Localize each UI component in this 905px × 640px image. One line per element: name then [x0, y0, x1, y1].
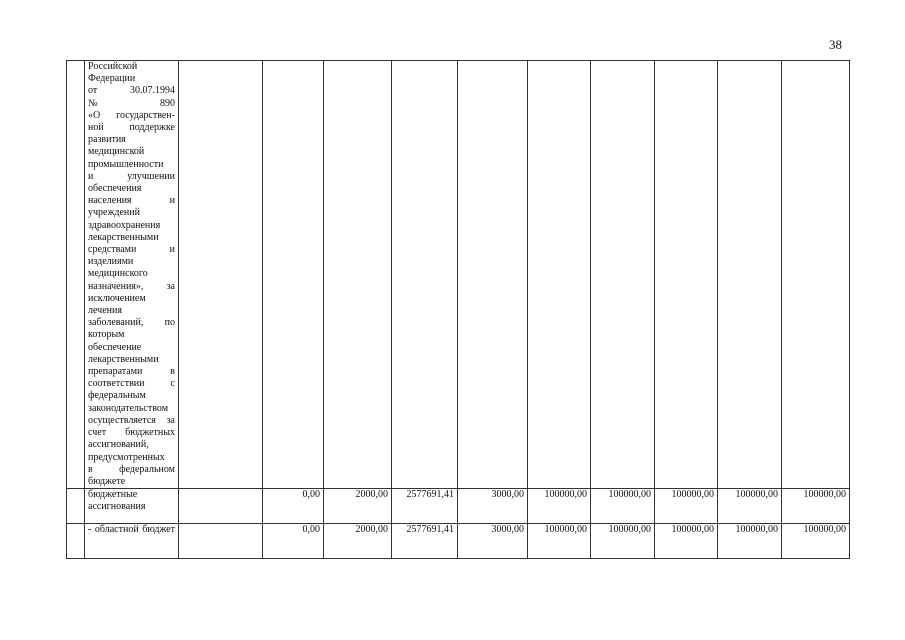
empty-cell	[718, 61, 782, 489]
description-cell	[85, 61, 179, 489]
empty-cell	[179, 61, 263, 489]
description-line: населения и	[88, 195, 175, 207]
description-line: предусмотренных	[88, 451, 165, 463]
description-line: лекарственными	[88, 231, 159, 243]
value-cell: 100000,00	[591, 489, 655, 524]
description-line: медицинского	[88, 268, 148, 280]
empty-cell	[392, 61, 458, 489]
value-cell: 2577691,41	[392, 489, 458, 524]
value-cell: 100000,00	[718, 489, 782, 524]
regional-budget-row	[67, 524, 850, 559]
description-line: Федерации	[88, 73, 136, 85]
description-line: развития	[88, 134, 126, 146]
description-line: здравоохранения	[88, 219, 161, 231]
value-cell: 3000,00	[458, 524, 528, 559]
row-label: бюджетные ассигнования	[85, 489, 179, 524]
description-line: лекарственными	[88, 353, 159, 365]
empty-cell	[782, 61, 850, 489]
description-line: обеспечение	[88, 341, 142, 353]
description-line: № 890	[88, 97, 175, 109]
description-line: назначения», за	[88, 280, 175, 292]
description-line: в федеральном	[88, 463, 175, 475]
value-cell: 100000,00	[655, 489, 718, 524]
description-line: обеспечения	[88, 183, 142, 195]
empty-cell	[528, 61, 591, 489]
description-line: Российской	[88, 61, 138, 72]
empty-cell	[324, 61, 392, 489]
empty-cell	[179, 524, 263, 559]
empty-cell	[591, 61, 655, 489]
value-cell: 0,00	[263, 489, 324, 524]
description-line: и улучшении	[88, 170, 175, 182]
value-cell: 100000,00	[782, 489, 850, 524]
empty-cell	[67, 489, 85, 524]
value-cell: 2000,00	[324, 524, 392, 559]
row-label: - областной бюджет	[85, 524, 179, 559]
value-cell: 100000,00	[782, 524, 850, 559]
description-line: «О государствен-	[88, 109, 175, 121]
budget-allocations-row	[67, 489, 850, 524]
value-cell: 100000,00	[528, 524, 591, 559]
value-cell: 2000,00	[324, 489, 392, 524]
description-line: ассигнований,	[88, 439, 149, 451]
description-row	[67, 61, 850, 489]
value-cell: 2577691,41	[392, 524, 458, 559]
empty-cell	[179, 489, 263, 524]
description-line: федеральным	[88, 390, 146, 402]
page-number: 38	[829, 37, 842, 52]
description-line: исключением	[88, 292, 146, 304]
description-line: промышленности	[88, 158, 164, 170]
description-line: изделиями	[88, 256, 134, 268]
description-line: счет бюджетных	[88, 427, 175, 439]
empty-cell	[263, 61, 324, 489]
empty-cell	[67, 524, 85, 559]
description-line: от 30.07.1994	[88, 85, 175, 97]
budget-table	[66, 60, 850, 559]
value-cell: 100000,00	[528, 489, 591, 524]
value-cell: 100000,00	[655, 524, 718, 559]
empty-cell	[67, 61, 85, 489]
value-cell: 3000,00	[458, 489, 528, 524]
description-line: учреждений	[88, 207, 140, 219]
description-line: заболеваний, по	[88, 317, 175, 329]
empty-cell	[655, 61, 718, 489]
description-line: которым	[88, 329, 125, 341]
value-cell: 100000,00	[591, 524, 655, 559]
empty-cell	[458, 61, 528, 489]
value-cell: 0,00	[263, 524, 324, 559]
description-line: бюджете	[88, 475, 126, 487]
description-line: соответствии с	[88, 378, 175, 390]
description-line: медицинской	[88, 146, 145, 158]
description-line: препаратами в	[88, 366, 175, 378]
description-line: осуществляется за	[88, 414, 175, 426]
description-line: законодательством	[88, 402, 169, 414]
description-line: лечения	[88, 305, 122, 317]
description-line: средствами и	[88, 244, 175, 256]
value-cell: 100000,00	[718, 524, 782, 559]
description-line: ной поддержке	[88, 122, 175, 134]
